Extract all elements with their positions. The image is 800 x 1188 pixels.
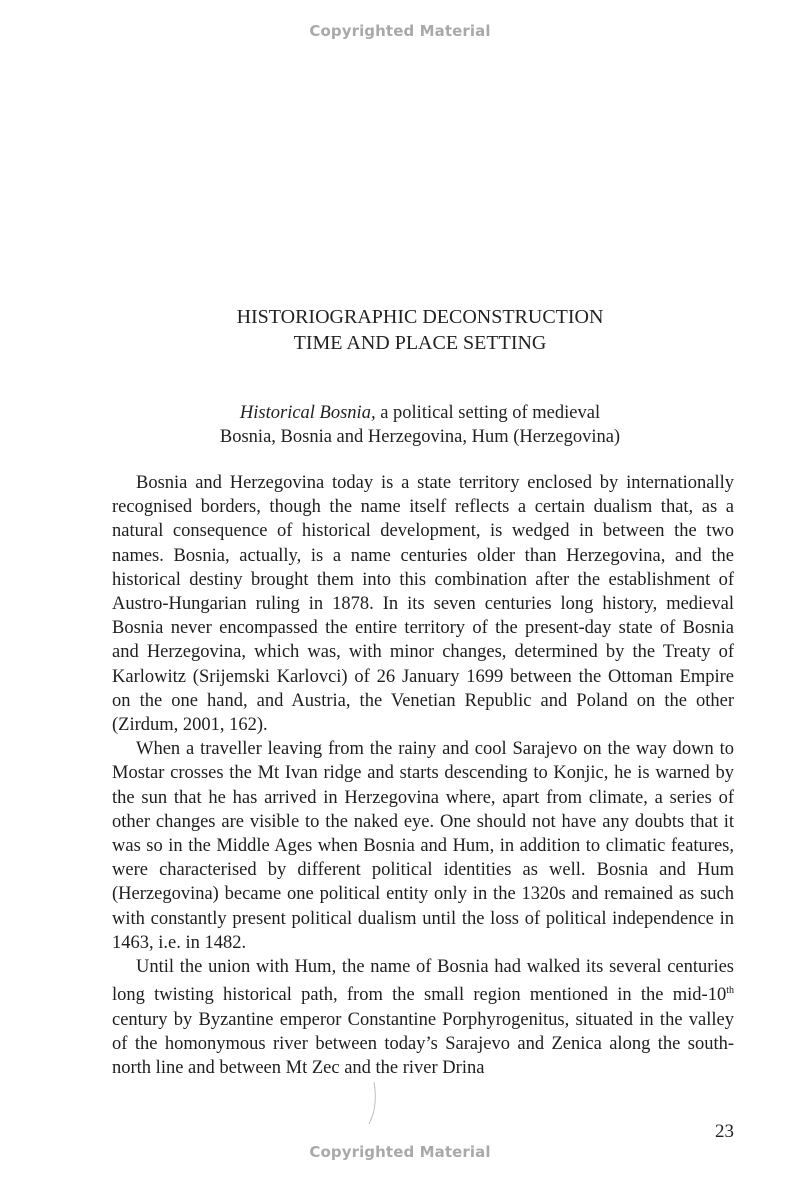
superscript-th: th bbox=[726, 985, 734, 997]
section-heading-line-1 bbox=[0, 401, 800, 425]
chapter-title bbox=[0, 304, 800, 356]
scan-smudge bbox=[368, 1080, 378, 1126]
chapter-title-line-2: TIME AND PLACE SETTING bbox=[293, 332, 547, 354]
copyright-watermark-top: Copyrighted Material bbox=[309, 22, 491, 40]
body-text bbox=[112, 471, 734, 1080]
paragraph-2: When a traveller leaving from the rainy and cool Sarajevo on the way down to Mostar crosses the Mt Ivan ridge and starts descending to Konjic, he is warned by the sun that he has arrived in Herzegovina where, apart from climate, a series of other changes are visible to the naked eye. One should not have any doubts that it was so in the Middle Ages when Bosnia and Hum, in addition to climatic features, were characterised by different political identities as well. Bosnia and Hum (Herzegovina) became one political entity only in the 1320s and remained as such with constantly present political dualism until the loss of political independence in 1463, i.e. in 1482. bbox=[112, 739, 734, 953]
paragraph-3 bbox=[112, 955, 734, 1080]
section-heading-italic: Historical Bosnia, bbox=[239, 403, 376, 423]
paragraph-3-start: Until the union with Hum, the name of Bosnia had walked its several centuries long twisting historical path, from the small region mentioned in the mid-10 bbox=[112, 957, 734, 1006]
section-heading-rest: a political setting of medieval bbox=[375, 403, 601, 423]
paragraph-1: Bosnia and Herzegovina today is a state territory enclosed by internationally recognised borders, though the name itself reflects a certain dualism that, as a natural consequence of historical development, is wedged in between the two names. Bosnia, actually, is a name centuries older than Herzegovina, and the historical destiny brought them into this combination after the establishment of Austro-Hungarian ruling in 1878. In its seven centuries long history, medieval Bosnia never encompassed the entire territory of the present-day state of Bosnia and Herzegovina, which was, with minor changes, determined by the Treaty of Karlowitz (Srijemski Karlovci) of 26 January 1699 between the Ottoman Empire on the one hand, and Austria, the Venetian Republic and Poland on the other (Zirdum, 2001, 162). bbox=[112, 473, 734, 736]
page-number: 23 bbox=[715, 1121, 734, 1142]
section-heading-line-2: Bosnia, Bosnia and Herzegovina, Hum (Herzegovina) bbox=[219, 427, 621, 447]
paragraph-3-end: century by Byzantine emperor Constantine Porphyrogenitus, situated in the valley of the homonymous river between today’s Sarajevo and Zenica along the south-north line and between Mt Zec and the river Drina bbox=[112, 1009, 734, 1079]
copyright-watermark-bottom: Copyrighted Material bbox=[309, 1143, 491, 1161]
section-heading bbox=[0, 401, 800, 449]
chapter-title-line-1: HISTORIOGRAPHIC DECONSTRUCTION bbox=[236, 306, 604, 328]
